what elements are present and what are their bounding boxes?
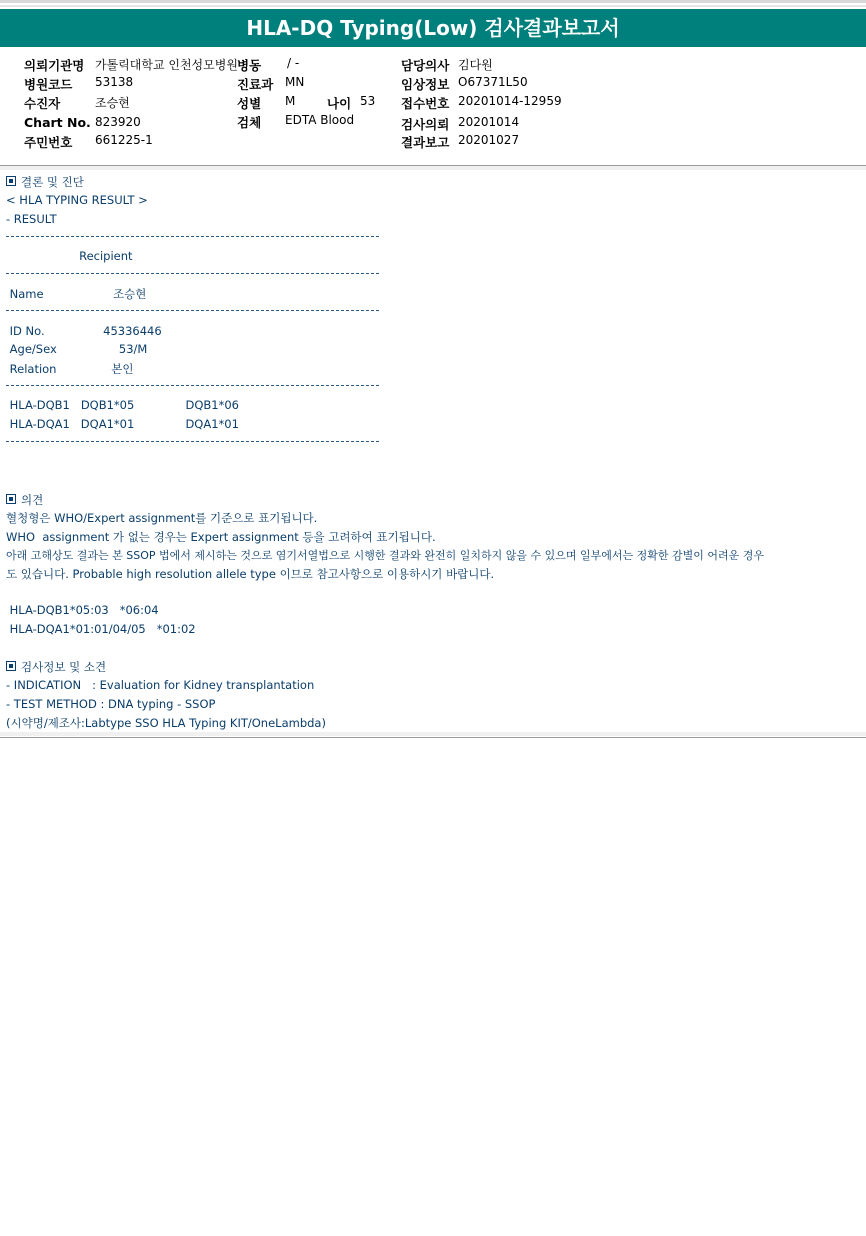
report-title: HLA-DQ Typing(Low) 검사결과보고서 xyxy=(0,9,866,47)
opinion-heading-text: 의견 xyxy=(21,493,44,507)
hospital-value: 가톨릭대학교 인천성모병원 xyxy=(95,58,238,72)
top-border xyxy=(0,0,866,3)
report-date-label: 결과보고 xyxy=(401,135,450,150)
dashed-divider xyxy=(6,273,379,274)
hospital-label: 의뢰기관명 xyxy=(24,58,85,73)
footer-divider xyxy=(0,737,866,738)
clinical-info-label: 임상정보 xyxy=(401,77,450,92)
sex-value: M xyxy=(285,94,296,108)
section-box-icon xyxy=(6,176,16,186)
conclusion-heading-text: 결론 및 진단 xyxy=(21,175,84,189)
top-border-secondary xyxy=(0,5,866,7)
specimen-label: 검체 xyxy=(237,115,262,130)
high-res-dqa1: HLA-DQA1*01:01/04/05 *01:02 xyxy=(6,622,196,636)
footer-band xyxy=(0,732,866,736)
request-date-value: 20201014 xyxy=(458,115,520,129)
clinical-info-value: O67371L50 xyxy=(458,75,528,89)
id-row: ID No. 45336446 xyxy=(6,324,162,338)
test-info-heading-text: 검사정보 및 소견 xyxy=(21,660,107,674)
dept-label: 진료과 xyxy=(237,77,274,92)
receipt-no-value: 20201014-12959 xyxy=(458,94,562,108)
request-date-label: 검사의뢰 xyxy=(401,117,450,132)
dashed-divider xyxy=(6,441,379,442)
high-res-dqb1: HLA-DQB1*05:03 *06:04 xyxy=(6,603,159,617)
resident-no-value: 661225-1 xyxy=(95,133,153,147)
age-label: 나이 xyxy=(327,96,352,111)
ward-label: 병동 xyxy=(237,58,262,73)
dashed-divider xyxy=(6,310,379,311)
test-info-heading xyxy=(6,659,106,675)
report-date-value: 20201027 xyxy=(458,133,520,147)
patient-value: 조승현 xyxy=(95,96,130,110)
header-divider-band xyxy=(0,166,866,170)
relation-row: Relation 본인 xyxy=(6,362,134,376)
doctor-label: 담당의사 xyxy=(401,58,450,73)
patient-label: 수진자 xyxy=(24,96,61,111)
conclusion-heading xyxy=(6,174,84,190)
patient-header xyxy=(0,48,866,166)
dqa1-row: HLA-DQA1 DQA1*01 DQA1*01 xyxy=(6,417,239,431)
hospital-code-label: 병원코드 xyxy=(24,77,73,92)
result-title: < HLA TYPING RESULT > xyxy=(6,193,148,207)
opinion-heading xyxy=(6,492,43,508)
doctor-value: 김다원 xyxy=(458,58,493,72)
opinion-line: 도 있습니다. Probable high resolution allele type 이므로 참고사항으로 이용하시기 바랍니다. xyxy=(6,567,495,581)
specimen-value: EDTA Blood xyxy=(285,113,355,127)
recipient-header: Recipient xyxy=(6,249,133,263)
resident-no-label: 주민번호 xyxy=(24,135,73,150)
age-value: 53 xyxy=(360,94,376,108)
age-sex-row: Age/Sex 53/M xyxy=(6,342,148,356)
chart-no-value: 823920 xyxy=(95,115,141,129)
test-method-line: - TEST METHOD : DNA typing - SSOP xyxy=(6,697,216,711)
receipt-no-label: 접수번호 xyxy=(401,96,450,111)
dashed-divider xyxy=(6,236,379,237)
section-box-icon xyxy=(6,494,16,504)
result-subtitle: - RESULT xyxy=(6,212,57,226)
indication-line: - INDICATION : Evaluation for Kidney transplantation xyxy=(6,678,315,692)
opinion-line: 아래 고해상도 결과는 본 SSOP 법에서 제시하는 것으로 염기서열법으로 시행한 결과와 완전히 일치하지 않을 수 있으며 일부에서는 정확한 감별이 어려운 경우 xyxy=(6,549,764,562)
opinion-line: WHO assignment 가 없는 경우는 Expert assignment 등을 고려하여 표기됩니다. xyxy=(6,530,436,544)
hospital-code-value: 53138 xyxy=(95,75,134,89)
reagent-line: (시약명/제조사:Labtype SSO HLA Typing KIT/OneLambda) xyxy=(6,716,326,730)
dashed-divider xyxy=(6,385,379,386)
section-box-icon xyxy=(6,661,16,671)
ward-value: / - xyxy=(287,56,300,70)
name-row: Name 조승현 xyxy=(6,287,147,301)
dept-value: MN xyxy=(285,75,305,89)
opinion-line: 혈청형은 WHO/Expert assignment를 기준으로 표기됩니다. xyxy=(6,511,318,525)
chart-no-label: Chart No. xyxy=(24,115,91,130)
dqb1-row: HLA-DQB1 DQB1*05 DQB1*06 xyxy=(6,398,239,412)
sex-label: 성별 xyxy=(237,96,262,111)
